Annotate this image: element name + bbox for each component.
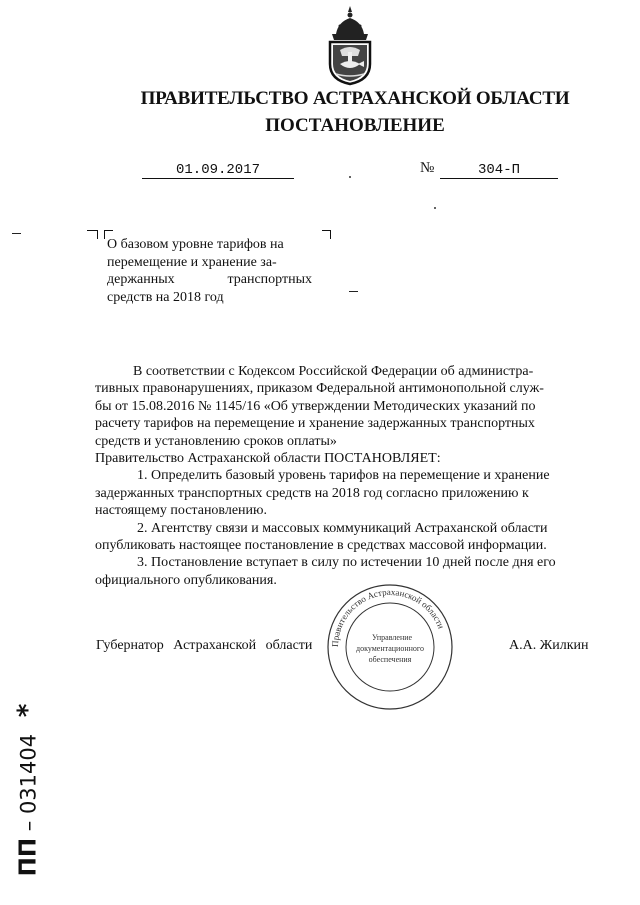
body-line: 2. Агентству связи и массовых коммуникаций Астраханской области [137, 520, 548, 536]
subject-line [107, 271, 312, 289]
stamp-center-line: обеспечения [368, 655, 412, 664]
body-line: В соответствии с Кодексом Российской Федерации об администра- [133, 364, 534, 379]
body-line: опубликовать настоящее постановление в средствах массовой информации. [95, 538, 547, 554]
body-line: настоящему постановлению. [95, 503, 267, 519]
body-line: тивных правонарушениях, приказом Федеральной антимонопольной служ- [95, 381, 544, 397]
body-line: средств и установлению сроков оплаты» [95, 433, 337, 449]
signatory-role: Губернатор Астраханской области [96, 638, 313, 653]
document-number: 304-П [440, 162, 558, 179]
body-line: бы от 15.08.2016 № 1145/16 «Об утверждении Методических указаний по [95, 398, 536, 414]
left-margin-mark [12, 233, 21, 234]
serial-number-text [12, 704, 42, 877]
body-line: Правительство Астраханской области ПОСТАНОВЛЯЕТ: [95, 451, 441, 467]
subject-block [107, 236, 312, 306]
body-line: расчету тарифов на перемещение и хранение задержанных транспортных [95, 416, 535, 432]
stamp-center-line: Управление [371, 633, 413, 642]
document-body [95, 363, 597, 589]
subject-line: средств на 2018 год [107, 289, 224, 305]
serial-prefix: ПП [15, 837, 42, 877]
serial-star: * [12, 703, 43, 718]
serial-number [2, 690, 52, 890]
subject-line: перемещение и хранение за- [107, 254, 277, 270]
document-date: 01.09.2017 [142, 162, 294, 179]
document-type-title: ПОСТАНОВЛЕНИЕ [265, 115, 445, 136]
official-stamp [325, 582, 455, 712]
right-margin-mark [349, 291, 358, 292]
number-sign: № [420, 160, 435, 176]
scan-speck [434, 207, 436, 209]
body-line: 3. Постановление вступает в силу по истечении 10 дней после дня его [137, 555, 556, 571]
body-line: задержанных транспортных средств на 2018 год согласно приложению к [95, 485, 529, 501]
serial-digits: – 031404 [16, 733, 41, 832]
organization-title: ПРАВИТЕЛЬСТВО АСТРАХАНСКОЙ ОБЛАСТИ [140, 88, 570, 109]
stamp-center-line: документационного [356, 644, 424, 653]
astrakhan-coat-of-arms [322, 4, 378, 86]
signatory-name: А.А. Жилкин [509, 638, 589, 653]
subject-corner-right [322, 230, 331, 239]
scan-speck [349, 176, 351, 178]
subject-line-word: держанных [107, 272, 175, 287]
subject-line-word: транспортных [227, 272, 312, 287]
subject-corner-left-outer [87, 230, 98, 239]
body-line: официального опубликования. [95, 572, 277, 588]
subject-line: О базовом уровне тарифов на [107, 237, 284, 252]
body-line: 1. Определить базовый уровень тарифов на перемещение и хранение [137, 468, 550, 484]
stamp-ring-text: Правительство Астраханской области [329, 586, 447, 648]
